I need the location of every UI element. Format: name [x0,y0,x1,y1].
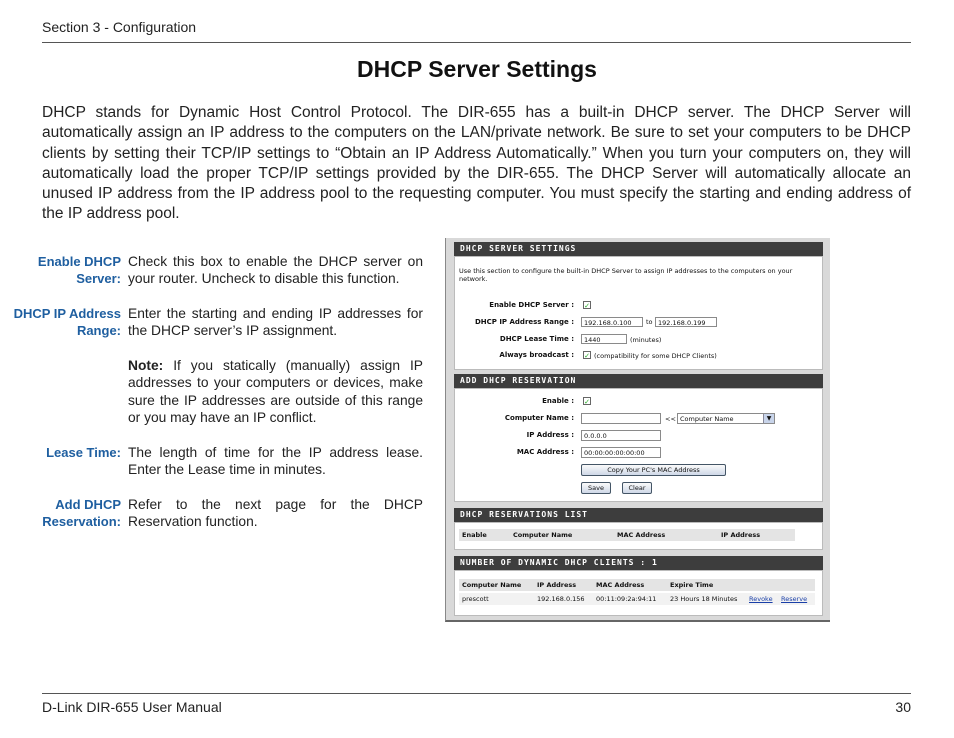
computer-name-input[interactable] [581,413,661,424]
term-line: Enable DHCP [37,254,121,269]
desc-enable-dhcp: Check this box to enable the DHCP server on your router. Uncheck to disable this function. [128,254,423,287]
computer-name-select-value: Computer Name [680,415,734,423]
client-mac: 00:11:09:2a:94:11 [596,595,657,603]
reservation-heading: ADD DHCP RESERVATION [454,374,823,388]
client-name: prescott [462,595,489,603]
term-line: DHCP IP Address [13,306,121,321]
server-settings-description: Use this section to configure the built-in DHCP Server to assign IP addresses to the computers on your network. [459,267,793,283]
broadcast-label: Always broadcast : [499,351,574,359]
term-lease-time [11,444,121,461]
term-enable-dhcp [11,253,121,287]
section-header: Section 3 - Configuration [42,19,197,35]
computer-name-label: Computer Name : [504,414,574,422]
reservations-list-section [454,508,823,550]
dynamic-clients-header [459,579,815,591]
term-line: Range: [76,323,121,338]
column-header: IP Address [721,531,761,539]
router-screenshot [445,238,830,622]
column-header: Enable [462,531,487,539]
footer-rule [42,693,911,694]
column-header: Expire Time [670,581,714,589]
enable-dhcp-label: Enable DHCP Server : [489,301,574,309]
desc-add-reservation: Refer to the next page for the DHCP Reservation function. [128,497,423,530]
term-ip-range [11,305,121,339]
page-title: DHCP Server Settings [357,56,597,82]
client-expire: 23 Hours 18 Minutes [670,595,738,603]
note-text: If you statically (manually) assign IP addresses to your computers or devices, make sure the IP addresses are outside of this range or you may have an IP conflict. [128,358,423,426]
reservations-list-heading: DHCP RESERVATIONS LIST [454,508,823,522]
range-end-input[interactable]: 192.168.0.199 [655,317,717,327]
reservations-list-header [459,529,795,541]
term-line: Add DHCP [55,497,121,512]
reservation-mac-label: MAC Address : [516,448,574,456]
server-settings-body [454,256,823,370]
enable-dhcp-checkbox[interactable]: ✓ [584,302,590,310]
chevron-down-icon: ▼ [763,414,774,423]
client-ip: 192.168.0.156 [537,595,585,603]
lease-unit-text: (minutes) [630,336,662,344]
server-settings-section [454,242,823,370]
broadcast-checkbox[interactable]: ✓ [584,352,590,360]
broadcast-note: (compatibility for some DHCP Clients) [594,352,717,360]
reservation-enable-checkbox[interactable]: ✓ [584,398,590,406]
computer-name-select[interactable] [677,413,775,424]
reservation-enable-label: Enable : [542,397,574,405]
server-settings-heading: DHCP SERVER SETTINGS [454,242,823,256]
reserve-link[interactable]: Reserve [781,595,808,603]
save-button[interactable]: Save [581,482,611,494]
desc-lease-time: The length of time for the IP address lease. Enter the Lease time in minutes. [128,445,423,478]
note-ip-range [128,357,423,427]
term-line: Server: [76,271,121,286]
range-to-text: to [646,318,653,326]
reservation-body [454,388,823,502]
dynamic-clients-section [454,556,823,616]
reservation-mac-input[interactable]: 00:00:00:00:00:00 [581,447,661,458]
desc-ip-range: Enter the starting and ending IP addresses for the DHCP server’s IP assignment. [128,306,423,339]
reservation-ip-input[interactable]: 0.0.0.0 [581,430,661,441]
range-start-input[interactable]: 192.168.0.100 [581,317,643,327]
intro-paragraph: DHCP stands for Dynamic Host Control Protocol. The DIR-655 has a built-in DHCP server. The DHCP Server will automatically assign an IP address to the computers on the LAN/private network. Be sure to set your computers to be DHCP clients by setting their TCP/IP settings to “Obtain an IP Address Automatically.” When you turn your computers on, they will automatically load the proper TCP/IP settings provided by the DIR-655. The DHCP Server will automatically allocate an unused IP address from the IP address pool to the requesting computer. You must specify the starting and ending address of the IP address pool. [42,104,911,223]
column-header: Computer Name [513,531,573,539]
lease-time-label: DHCP Lease Time : [499,335,574,343]
term-line: Lease Time: [46,445,121,460]
footer-manual: D-Link DIR-655 User Manual [42,699,222,715]
reservation-ip-label: IP Address : [526,431,574,439]
dynamic-clients-body [454,570,823,616]
term-add-reservation [11,496,121,530]
reservation-section [454,374,823,502]
copy-mac-button[interactable]: Copy Your PC's MAC Address [581,464,726,476]
copy-arrows[interactable]: << [665,415,676,423]
reservations-list-body [454,522,823,550]
note-label: Note: [128,358,164,373]
column-header: Computer Name [462,581,522,589]
column-header: MAC Address [596,581,645,589]
term-line: Reservation: [42,514,121,529]
ip-range-label: DHCP IP Address Range : [474,318,574,326]
header-rule [42,42,911,43]
page-number: 30 [895,699,911,715]
revoke-link[interactable]: Revoke [749,595,773,603]
lease-time-input[interactable]: 1440 [581,334,627,344]
dynamic-clients-heading: NUMBER OF DYNAMIC DHCP CLIENTS : 1 [454,556,823,570]
clear-button[interactable]: Clear [622,482,652,494]
column-header: IP Address [537,581,577,589]
column-header: MAC Address [617,531,666,539]
table-row [459,593,815,605]
